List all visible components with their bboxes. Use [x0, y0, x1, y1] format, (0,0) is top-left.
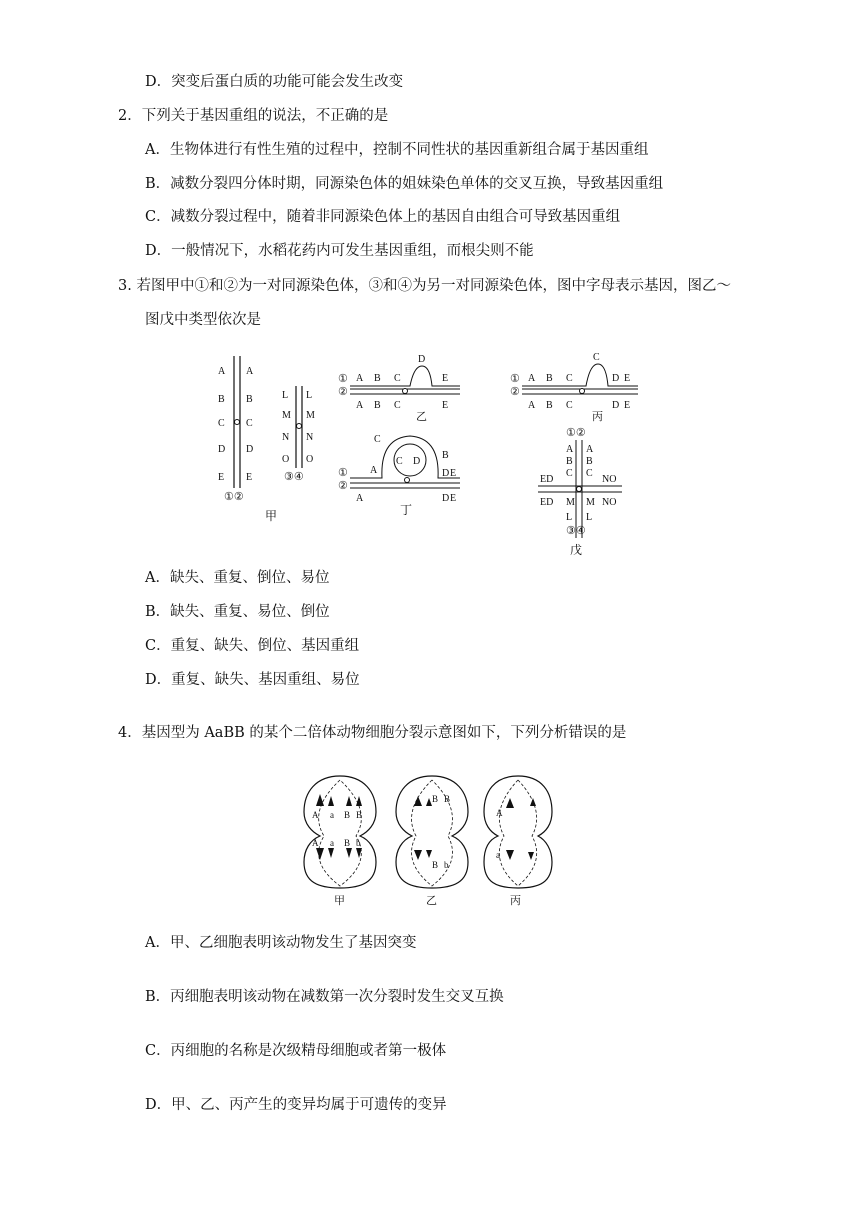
q2-option-d: D．一般情况下，水稻花药内可发生基因重组，而根尖则不能: [145, 243, 534, 259]
cell-gene-label: B: [344, 838, 351, 848]
chromosome: [530, 798, 536, 806]
chromosome: [316, 794, 324, 806]
q1-option-d: D．突变后蛋白质的功能可能会发生改变: [145, 74, 404, 90]
ding-gene: C: [396, 456, 403, 467]
ding-gene: B: [442, 450, 449, 461]
wu-gene: L: [586, 512, 593, 523]
yi-top-gene: B: [374, 373, 381, 384]
wu-label: 戊: [570, 543, 583, 557]
jia-right-gene: C: [246, 418, 253, 429]
chromosome: [528, 852, 534, 860]
cell-gene-label: B: [344, 810, 351, 820]
jia-label: 甲: [265, 509, 278, 523]
q2-stem: 2．下列关于基因重组的说法，不正确的是: [118, 108, 389, 124]
bing-top-gene: C: [566, 373, 573, 384]
jia-left-gene: C: [218, 418, 225, 429]
ding-bottom-gene: D: [442, 493, 450, 504]
figure-jia: [218, 356, 315, 523]
figure-ding: [338, 434, 460, 517]
cell-gene-label: A: [312, 838, 319, 848]
q2-option-c: C．减数分裂过程中，随着非同源染色体上的基因自由组合可导致基因重组: [145, 209, 621, 225]
wu-gene: L: [566, 512, 573, 523]
cell-gene-label: a: [330, 810, 334, 820]
ding-label: 丁: [400, 503, 413, 517]
wu-gene: M: [566, 497, 575, 508]
bing-bottom-gene: D: [612, 400, 620, 411]
yi-top-gene: C: [394, 373, 401, 384]
jia-pair2-gene: O: [282, 454, 290, 465]
ding-gene: D: [413, 456, 421, 467]
ding-circle-label: ①: [338, 467, 348, 479]
cell-label-yi: 乙: [426, 895, 437, 907]
jia-pair-label: ①②: [224, 491, 244, 503]
cell-gene-label: B: [432, 794, 439, 804]
wu-pairs2-label: ③④: [566, 525, 586, 537]
bing-bottom-gene: E: [624, 400, 631, 411]
q3-option-c: C．重复、缺失、倒位、基因重组: [145, 638, 360, 654]
figure-wu: [538, 427, 622, 557]
wu-gene: C: [566, 468, 573, 479]
bing-label: 丙: [592, 411, 603, 423]
bing-circle-label: ①: [510, 373, 520, 385]
q2-option-b: B．减数分裂四分体时期，同源染色体的姐妹染色单体的交叉互换，导致基因重组: [145, 176, 664, 192]
cell-gene-label: a: [496, 850, 500, 860]
wu-gene: B: [566, 456, 573, 467]
cell-gene-label: B: [432, 860, 439, 870]
q3-option-d: D．重复、缺失、基因重组、易位: [145, 672, 360, 688]
q3-stem: 3. 若图甲中①和②为一对同源染色体，③和④为另一对同源染色体，图中字母表示基因，图乙～: [118, 278, 731, 294]
ding-bottom-gene: A: [356, 493, 364, 504]
jia-left-gene: A: [218, 366, 226, 377]
q3-option-a: A．缺失、重复、倒位、易位: [145, 570, 330, 586]
jia-left-gene: D: [218, 444, 226, 455]
cell-label-jia: 甲: [334, 895, 345, 907]
cell-gene-label: A: [496, 808, 503, 818]
jia-pair2-gene: L: [282, 390, 289, 401]
q4-option-a: A．甲、乙细胞表明该动物发生了基因突变: [145, 935, 417, 951]
chromosome: [346, 848, 352, 858]
jia-pair2-gene: M: [306, 410, 315, 421]
jia-right-gene: E: [246, 472, 253, 483]
jia-right-gene: D: [246, 444, 254, 455]
q4-stem: 4．基因型为 AaBB 的某个二倍体动物细胞分裂示意图如下，下列分析错误的是: [118, 725, 627, 741]
chromosome: [316, 848, 324, 860]
wu-mid-right: NO: [602, 474, 617, 485]
wu-gene: A: [586, 444, 594, 455]
wu-gene: A: [566, 444, 574, 455]
wu-gene: M: [586, 497, 595, 508]
chromosome: [346, 796, 352, 806]
jia-pair2-gene: L: [306, 390, 313, 401]
cell-gene-label: B: [356, 810, 363, 820]
cell-bing-outline: [484, 776, 552, 888]
chromosome: [328, 796, 334, 806]
jia-right-gene: A: [246, 366, 254, 377]
chromosome: [414, 850, 422, 860]
q4-option-c: C．丙细胞的名称是次级精母细胞或者第一极体: [145, 1043, 447, 1059]
chromosome: [328, 848, 334, 858]
ding-circle-label: ②: [338, 480, 348, 492]
jia-pair2-gene: N: [282, 432, 290, 443]
q4-option-b: B．丙细胞表明该动物在减数第一次分裂时发生交叉互换: [145, 989, 504, 1005]
figure-bing: [510, 352, 638, 423]
q2-option-a: A．生物体进行有性生殖的过程中，控制不同性状的基因重新组合属于基因重组: [145, 142, 649, 158]
q3-stem-continued: 图戊中类型依次是: [145, 312, 261, 328]
jia-left-gene: B: [218, 394, 225, 405]
chromosome: [506, 798, 514, 808]
cell-label-bing: 丙: [510, 895, 521, 907]
ding-gene: D: [442, 468, 450, 479]
bing-circle-label: ②: [510, 386, 520, 398]
yi-bottom-gene: B: [374, 400, 381, 411]
chromosome-variation-figure: [210, 348, 650, 563]
q4-option-d: D．甲、乙、丙产生的变异均属于可遗传的变异: [145, 1097, 447, 1113]
ding-gene: E: [450, 468, 457, 479]
chromosome: [356, 848, 362, 858]
jia-pair2-gene: M: [282, 410, 291, 421]
bing-top-gene: E: [624, 373, 631, 384]
yi-circle-labels: ①: [338, 373, 348, 385]
jia-pair2-gene: N: [306, 432, 314, 443]
figure-yi: [338, 354, 460, 423]
yi-bottom-gene: C: [394, 400, 401, 411]
jia-pair2-label: ③④: [284, 471, 304, 483]
bing-top-gene: C: [593, 352, 600, 363]
bing-top-gene: B: [546, 373, 553, 384]
bing-bottom-gene: B: [546, 400, 553, 411]
wu-mid-left: ED: [540, 497, 554, 508]
jia-pair2-gene: O: [306, 454, 314, 465]
cell-gene-label: b: [356, 838, 361, 848]
wu-mid-left: ED: [540, 474, 554, 485]
yi-bottom-gene: A: [356, 400, 364, 411]
cell-gene-label: A: [312, 810, 319, 820]
cell-gene-label: a: [330, 838, 334, 848]
cell-yi-outline: [396, 776, 468, 888]
yi-label: 乙: [416, 411, 427, 423]
bing-top-gene: D: [612, 373, 620, 384]
cell-jia-outline: [304, 776, 376, 888]
ding-gene: A: [370, 465, 378, 476]
wu-gene: B: [586, 456, 593, 467]
chromosome: [506, 850, 514, 860]
ding-bottom-gene: E: [450, 493, 457, 504]
yi-circle-labels: ②: [338, 386, 348, 398]
jia-left-gene: E: [218, 472, 225, 483]
yi-top-gene: D: [418, 354, 426, 365]
bing-bottom-gene: A: [528, 400, 536, 411]
cell-gene-label: B: [444, 794, 451, 804]
bing-bottom-gene: C: [566, 400, 573, 411]
yi-top-gene: E: [442, 373, 449, 384]
yi-top-gene: A: [356, 373, 364, 384]
wu-mid-right: NO: [602, 497, 617, 508]
cell-division-figure: [298, 770, 568, 910]
q3-option-b: B．缺失、重复、易位、倒位: [145, 604, 330, 620]
chromosome: [414, 796, 422, 806]
chromosome: [426, 850, 432, 858]
yi-bottom-gene: E: [442, 400, 449, 411]
wu-pairs-label: ①②: [566, 427, 586, 439]
bing-top-gene: A: [528, 373, 536, 384]
cell-gene-label: b: [444, 860, 449, 870]
jia-right-gene: B: [246, 394, 253, 405]
ding-gene: C: [374, 434, 381, 445]
wu-gene: C: [586, 468, 593, 479]
